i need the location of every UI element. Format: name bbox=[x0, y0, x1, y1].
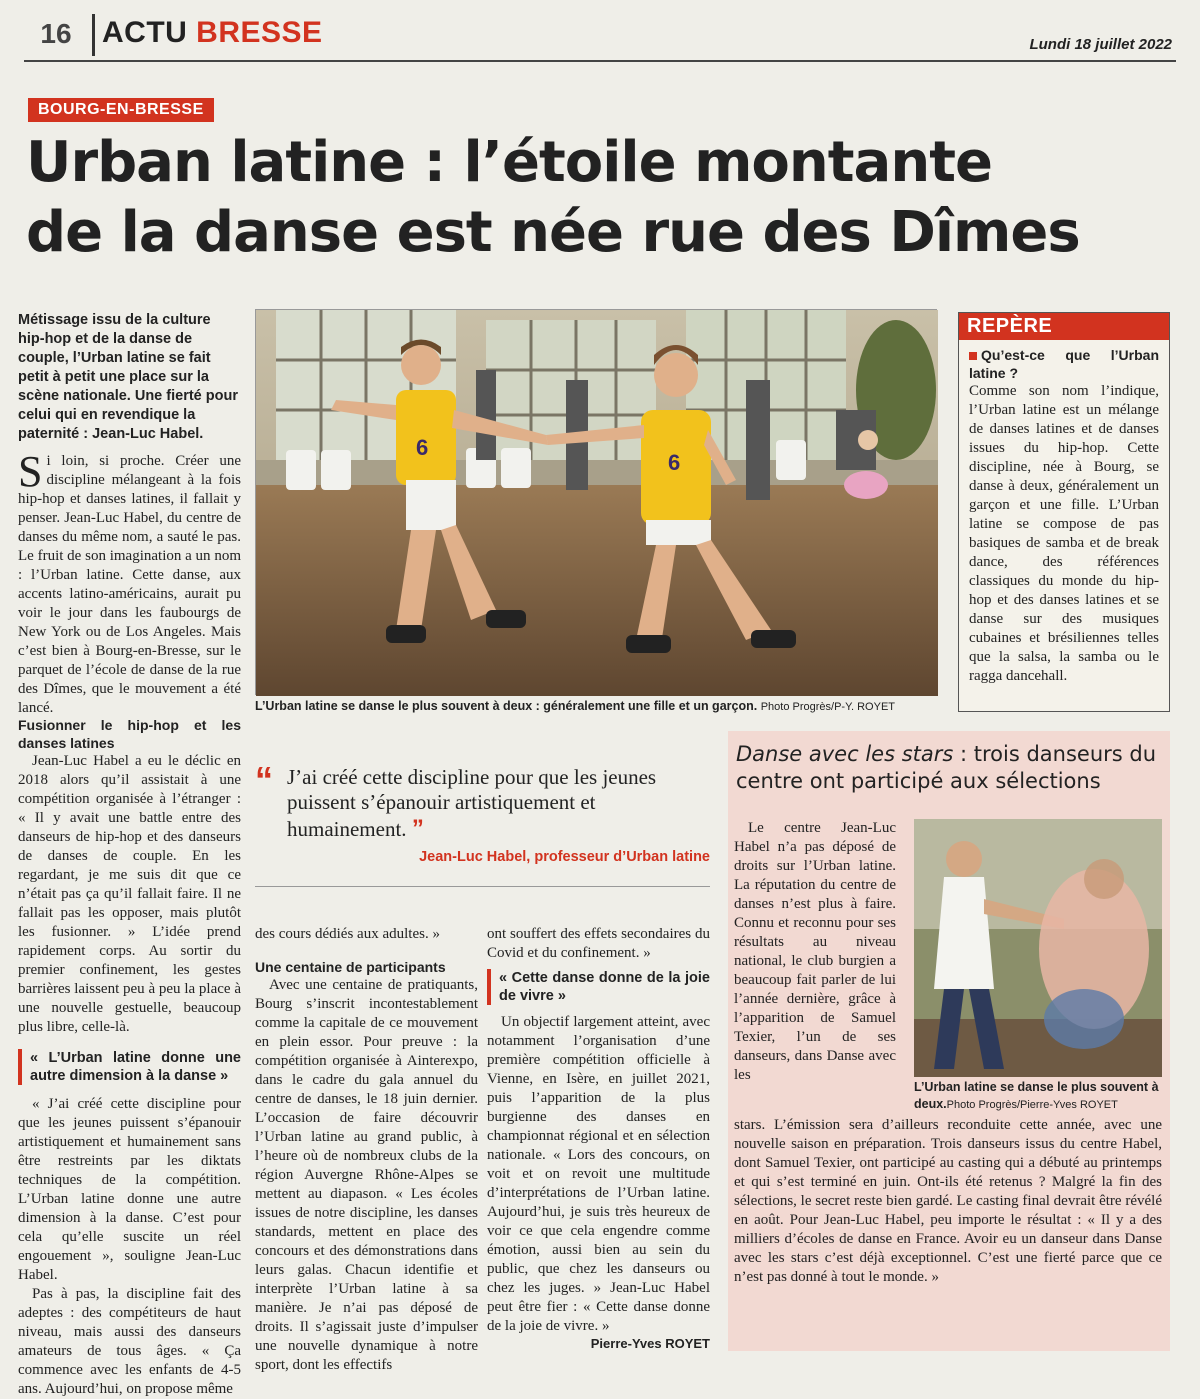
drop-cap: S bbox=[18, 447, 43, 496]
sidebar-caption-text: L’Urban latine se danse le plus souvent à deux. bbox=[914, 1080, 1159, 1111]
col2-para-2: Avec une centaine de pratiquants, Bourg s’inscrit incontestablement comme la capitale de ce mouvement en plein essor. Pour preuve : la compétition organisée à Ainterexpo, dans le cadre du gala annuel du centre de danses, le 18 juin dernier. L’occasion de faire découvrir l’Urban latine au grand public, à l’heure où de nombreux clubs de la région Auvergne Rhône-Alpes se mettent au diapason. « Les écoles issues de notre discipline, les danses standards, mettent en place des concours et des démonstrations dans leurs galas. Chacun identifie et interprète l’Urban latine à sa manière. Je n’ai pas déposé de droits. Il s’agissait juste d’impulser une nouvelle dynamique à notre sport, dont les effectifs bbox=[255, 977, 478, 1373]
pull-quote-rule bbox=[255, 886, 710, 887]
body-column-3 bbox=[487, 925, 710, 1351]
svg-text:6: 6 bbox=[668, 450, 681, 475]
body-column-1 bbox=[18, 447, 241, 718]
sidebar-text-2: stars. L’émission sera d’ailleurs reconduite cette année, avec une nouvelle saison en préparation. Trois danseurs issus du centre Habel, dont Samuel Texier, ont participé au casting qui a débuté au printemps et qui s’est terminé en juin. Ont-ils été retenus ? Malgré la fin des sélections, le secret reste bien gardé. Le casting final devrait être révélé en août. Pour Jean-Luc Habel, peu importe le résultat : « Il y a des milliers d’écoles de danse en France. Avoir eu un danseur dans Danse avec les stars c’est déjà exceptionnel. C’est une fierté parce que ce n’est pas donné à tout le monde. » bbox=[734, 1117, 1162, 1285]
header-divider bbox=[92, 14, 95, 56]
repere-text: Comme son nom l’indique, l’Urban latine est un mélange de danses latines et de danses issues du hip-hop. Cette discipline, née à Bourg, se danse à deux, généralement un garçon et une fille. L’Urban latine se compose de pas basiques de samba et de break dance, des références classiques du monde du hip-hop et des danses latines et se danse sur des musiques cubaines et brésiliennes telles que la salsa, la samba ou le ragga dancehall. bbox=[969, 383, 1159, 684]
repere-body bbox=[959, 340, 1169, 692]
lead-paragraph: Métissage issu de la culture hip-hop et de la danse de couple, l’Urban latine se fait petit à petit une place sur la scène nationale. Une fierté pour celui qui en revendique la paternité : Jean-Luc Habel. bbox=[18, 312, 238, 442]
col3-para-2: Un objectif largement atteint, avec notamment l’organisation d’une première compétition officielle à Vienne, en Isère, en juillet 2021, puis l’apparition de la plus burgienne des danses en championnat régional et en sélection nationale. « Lors des concours, on voit et on revoit une multitude d’interprétations de l’Urban latine. Aujourd’hui, je suis très heureux de voir ce que cela engendre comme émotion, aussi bien au sein du public, que chez les danseurs ou chez les juges. » Jean-Luc Habel peut être fier : « Cette danse donne de la joie de vivre. » bbox=[487, 1014, 710, 1334]
subhead-participants: Une centaine de participants bbox=[255, 959, 446, 975]
pull-quote bbox=[255, 759, 710, 865]
sidebar-title bbox=[736, 741, 1166, 795]
sidebar-photo-caption bbox=[914, 1079, 1164, 1114]
sidebar-box bbox=[728, 731, 1170, 1351]
main-photo bbox=[255, 309, 937, 695]
para-4: Pas à pas, la discipline fait des adeptes : des compétiteurs de haut niveau, mais aussi des danseurs amateurs de tous âges. « Ça commence avec les enfants de 4-5 ans. Aujourd’hui, on propose même bbox=[18, 1286, 241, 1397]
photo-credit: Photo Progrès/P-Y. ROYET bbox=[760, 701, 896, 713]
para-2: Jean-Luc Habel a eu le déclic en 2018 alors qu’il assistait à une compétition organisée à l’étranger : « Il y avait une battle entre des danseurs de hip-hop et des danseurs de danses de couple. En les regardant, je me suis dit que ce n’était pas ça qu’il fallait faire. Il ne fallait pas les opposer, mais plutôt les fusionner. » L’idée prend rapidement corps. Au sortir du premier confinement, les gestes barrières laissent peu à peu la place à une nouvelle gestuelle, beaucoup plus libre, celle-là. bbox=[18, 753, 241, 1035]
page-number: 16 bbox=[40, 18, 72, 49]
sidebar-photo bbox=[914, 819, 1162, 1077]
section-part1: ACTU bbox=[102, 16, 188, 49]
svg-text:6: 6 bbox=[416, 435, 429, 460]
article-author: Pierre-Yves ROYET bbox=[590, 1336, 710, 1351]
pull-quote-author: Jean-Luc Habel, professeur d’Urban latine bbox=[419, 849, 710, 865]
sidebar-title-italic: Danse avec les stars bbox=[736, 742, 954, 766]
headline-line2: de la danse est née rue des Dîmes bbox=[26, 200, 1080, 265]
pull-quote-text bbox=[255, 759, 710, 843]
repere-box bbox=[958, 312, 1170, 712]
square-bullet-icon bbox=[969, 352, 977, 360]
para-1: i loin, si proche. Créer une discipline mélangeant à la fois hip-hop et danses latines, il fallait y penser. Jean-Luc Habel, du centre de danses du même nom, a sauté le pas. Le fruit de son imagination a un nom : l’Urban latine. Cette danse, aux accents latino-américains, aurait pu voir le jour dans les faubourgs de New York ou de Los Angeles. Mais c’est bien à Bourg-en-Bresse, sur le parquet de l’école de danse de la rue des Dîmes, que le mouvement a été lancé. bbox=[18, 453, 241, 716]
repere-question bbox=[969, 346, 1159, 382]
body-column-1b bbox=[18, 716, 241, 1399]
subhead-fusion: Fusionner le hip-hop et les danses latines bbox=[18, 717, 241, 751]
issue-date: Lundi 18 juillet 2022 bbox=[1029, 36, 1172, 53]
headline bbox=[26, 128, 1176, 268]
main-photo-caption bbox=[255, 699, 945, 713]
repere-heading: REPÈRE bbox=[959, 313, 1169, 340]
section-title bbox=[102, 16, 323, 50]
open-quote-icon: “ bbox=[255, 759, 273, 800]
caption-text: L’Urban latine se danse le plus souvent à deux : généralement une fille et un garçon. bbox=[255, 699, 758, 713]
dance-photo-illustration bbox=[256, 310, 938, 696]
para-3: « J’ai créé cette discipline pour que les jeunes puissent s’épanouir artistiquement et humainement sans être restreints par les diktats techniques de la compétition. L’Urban latine donne une autre dimension à la danse. C’est pour cela qu’elle suscite un réel engouement », souligne Jean-Luc Habel. bbox=[18, 1096, 241, 1283]
pull-quote-body: J’ai créé cette discipline pour que les jeunes puissent s’épanouir artistiquement et humainement. bbox=[287, 765, 657, 841]
quote-head-2: « Cette danse donne de la joie de vivre » bbox=[487, 969, 710, 1005]
section-part2: BRESSE bbox=[196, 16, 323, 49]
sidebar-text-1: Le centre Jean-Luc Habel n’a pas déposé de droits sur l’Urban latine. La réputation du centre de danses n’est plus à faire. Connu et reconnu pour ses résultats au niveau national, le club burgien a beaucoup fait parler de lui l’année dernière, grâce à l’apparition de Samuel Texier, l’un de ses danseurs, dans Danse avec les bbox=[734, 820, 896, 1083]
col3-para-1: ont souffert des effets secondaires du Covid et du confinement. » bbox=[487, 926, 710, 961]
repere-question-text: Qu’est-ce que l’Urban latine ? bbox=[969, 347, 1159, 381]
sidebar-photo-credit: Photo Progrès/Pierre-Yves ROYET bbox=[946, 1099, 1118, 1111]
close-quote-icon: ” bbox=[411, 815, 424, 842]
sidebar-photo-illustration bbox=[914, 819, 1162, 1077]
kicker: BOURG-EN-BRESSE bbox=[28, 98, 214, 122]
sidebar-title-rest: : trois danseurs du centre ont participé aux sélections bbox=[736, 742, 1157, 793]
body-column-2 bbox=[255, 925, 478, 1375]
col2-para-1: des cours dédiés aux adultes. » bbox=[255, 926, 440, 942]
header-rule bbox=[24, 60, 1176, 62]
quote-head-1: « L’Urban latine donne une autre dimension à la danse » bbox=[18, 1049, 241, 1085]
headline-line1: Urban latine : l’étoile montante bbox=[26, 130, 992, 195]
